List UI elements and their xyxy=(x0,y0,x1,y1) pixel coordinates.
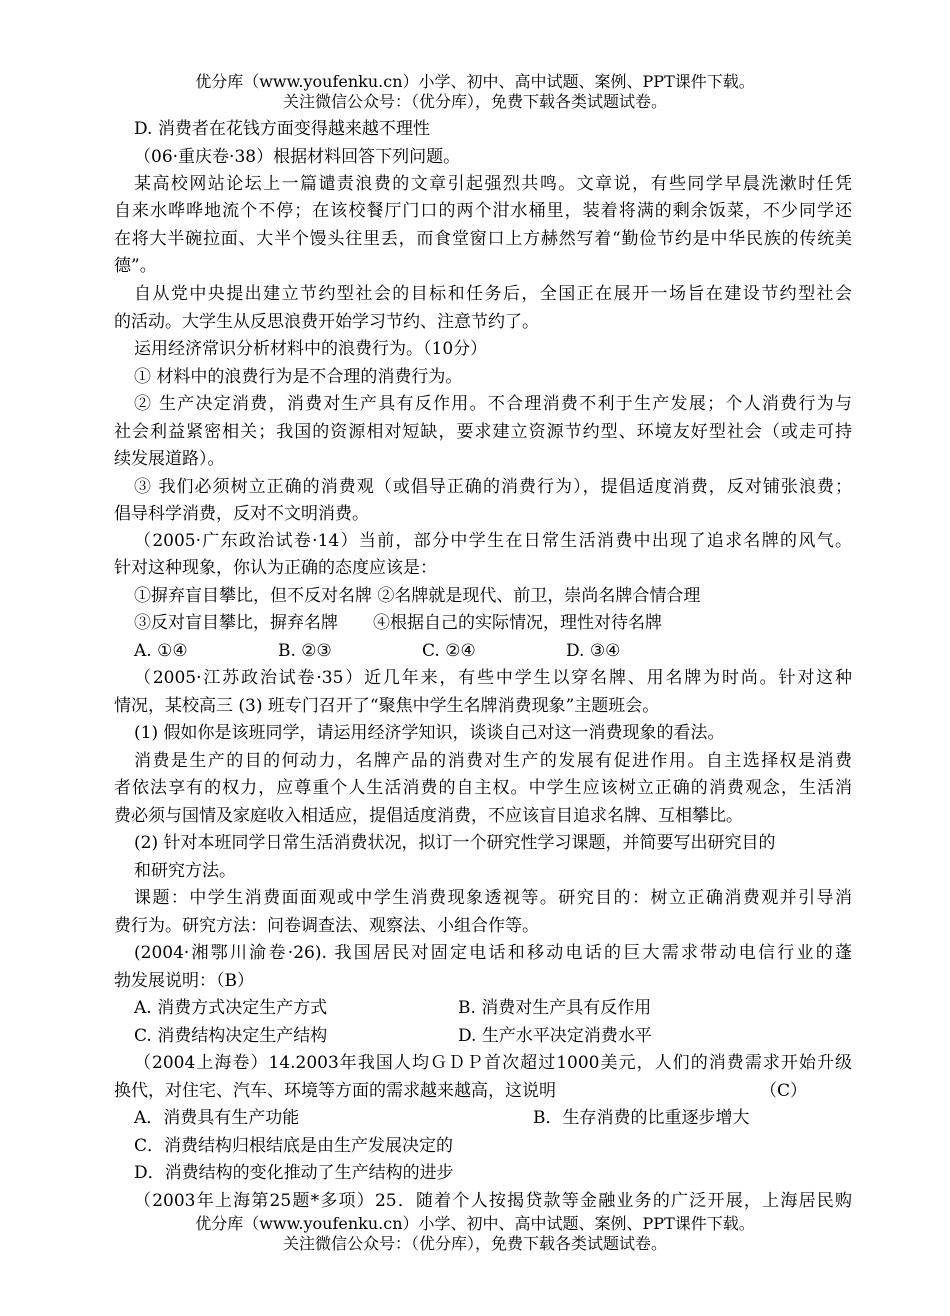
text-line: 德”。 xyxy=(114,256,157,276)
text-line: ③反对盲目攀比，摒弃名牌 xyxy=(134,613,338,633)
option-c: C. ②④ xyxy=(422,641,476,661)
question-heading: （2005·广东政治试卷·14）当前，部分中学生在日常生活消费中出现了追求名牌的风气。 xyxy=(134,531,852,551)
text-line: ④根据自己的实际情况，理性对待名牌 xyxy=(373,613,662,633)
option-b: B．生存消费的比重逐步增大 xyxy=(533,1108,750,1128)
option-c: C. 消费结构决定生产结构 xyxy=(134,1026,328,1046)
text-line: 消费是生产的目的何动力，名牌产品的消费对生产的发展有促进作用。自主选择权是消费 xyxy=(134,751,852,771)
text-line: D. 消费者在花钱方面变得越来越不理性 xyxy=(134,119,430,139)
text-line: ③ 我们必须树立正确的消费观（或倡导正确的消费行为），提倡适度消费，反对铺张浪费； xyxy=(134,477,852,497)
text-line: 和研究方法。 xyxy=(134,861,236,881)
text-line: 者依法享有的权力，应尊重个人生活消费的自主权。中学生应该树立正确的消费观念，生活消 xyxy=(114,778,852,798)
text-line: 情况，某校高三 (3) 班专门召开了“聚焦中学生名牌消费现象”主题班会。 xyxy=(114,696,660,716)
text-line: 课题：中学生消费面面观或中学生消费现象透视等。研究目的：树立正确消费观并引导消 xyxy=(134,888,852,908)
text-line: (1) 假如你是该班同学，请运用经济学知识，谈谈自己对这一消费现象的看法。 xyxy=(134,723,725,743)
question-heading: （06·重庆卷·38）根据材料回答下列问题。 xyxy=(134,147,461,167)
text-line: 费行为。研究方法：问卷调查法、观察法、小组合作等。 xyxy=(114,916,539,936)
option-d: D．消费结构的变化推动了生产结构的进步 xyxy=(134,1163,454,1183)
text-line: ①摒弃盲目攀比，但不反对名牌 ②名牌就是现代、前卫，崇尚名牌合情合理 xyxy=(134,586,701,606)
text-line: 续发展道路）。 xyxy=(114,449,225,469)
text-line: 自从党中央提出建立节约型社会的目标和任务后，全国正在展开一场旨在建设节约型社会 xyxy=(134,284,852,304)
text-line: 自来水哗哗地流个不停；在该校餐厅门口的两个泔水桶里，装着将满的剩余饭菜，不少同学还 xyxy=(114,201,852,221)
option-a: A. ①④ xyxy=(134,641,188,661)
text-line: ① 材料中的浪费行为是不合理的消费行为。 xyxy=(134,367,463,387)
header-line-1: 优分库（www.youfenku.cn）小学、初中、高中试题、案例、PPT课件下载。 xyxy=(195,72,755,91)
text-line: 倡导科学消费，反对不文明消费。 xyxy=(114,504,369,524)
text-line: (2) 针对本班同学日常生活消费状况，拟订一个研究性学习课题，并简要写出研究目的 xyxy=(134,833,776,853)
question-heading: （2004上海卷）14.2003年我国人均ＧＤＰ首次超过1000美元，人们的消费需求开始升级 xyxy=(134,1053,852,1073)
text-line: ② 生产决定消费，消费对生产具有反作用。不合理消费不利于生产发展；个人消费行为与 xyxy=(134,394,852,414)
question-heading: （2003年上海第25题*多项）25．随着个人按揭贷款等金融业务的广泛开展，上海居民购 xyxy=(134,1191,852,1211)
option-b: B. 消费对生产具有反作用 xyxy=(458,998,652,1018)
option-b: B. ②③ xyxy=(278,641,332,661)
footer-line-1: 优分库（www.youfenku.cn）小学、初中、高中试题、案例、PPT课件下载。 xyxy=(195,1214,755,1233)
answer-label: （C） xyxy=(760,1081,808,1101)
header-line-2: 关注微信公众号：（优分库），免费下载各类试题试卷。 xyxy=(282,92,667,111)
text-line: 某高校网站论坛上一篇谴责浪费的文章引起强烈共鸣。文章说，有些同学早晨洗漱时任凭 xyxy=(134,174,852,194)
option-d: D. 生产水平决定消费水平 xyxy=(458,1026,652,1046)
text-line: 费必须与国情及家庭收入相适应，提倡适度消费，不应该盲目追求名牌、互相攀比。 xyxy=(114,806,743,826)
text-line: 在将大半碗拉面、大半个馒头往里丢，而食堂窗口上方赫然写着“勤俭节约是中华民族的传统美 xyxy=(114,229,852,249)
option-a: A. 消费方式决定生产方式 xyxy=(134,998,328,1018)
option-a: A．消费具有生产功能 xyxy=(134,1108,300,1128)
text-line: 社会利益紧密相关；我国的资源相对短缺，要求建立资源节约型、环境友好型社会（或走可持 xyxy=(114,422,852,442)
question-heading: （2005·江苏政治试卷·35）近几年来，有些中学生以穿名牌、用名牌为时尚。针对这种 xyxy=(134,668,852,688)
text-line: 换代，对住宅、汽车、环境等方面的需求越来越高，这说明 xyxy=(114,1081,556,1101)
question-heading: (2004·湘鄂川渝卷·26). 我国居民对固定电话和移动电话的巨大需求带动电信行业的蓬 xyxy=(134,943,852,963)
option-d: D. ③④ xyxy=(566,641,621,661)
option-c: C．消费结构归根结底是由生产发展决定的 xyxy=(134,1136,454,1156)
text-line: 勃发展说明：（B） xyxy=(114,971,254,991)
text-line: 的活动。大学生从反思浪费开始学习节约、注意节约了。 xyxy=(114,312,539,332)
text-line: 运用经济常识分析材料中的浪费行为。（10分） xyxy=(134,339,488,359)
footer-line-2: 关注微信公众号：（优分库），免费下载各类试题试卷。 xyxy=(282,1234,667,1253)
text-line: 针对这种现象，你认为正确的态度应该是： xyxy=(114,558,437,578)
